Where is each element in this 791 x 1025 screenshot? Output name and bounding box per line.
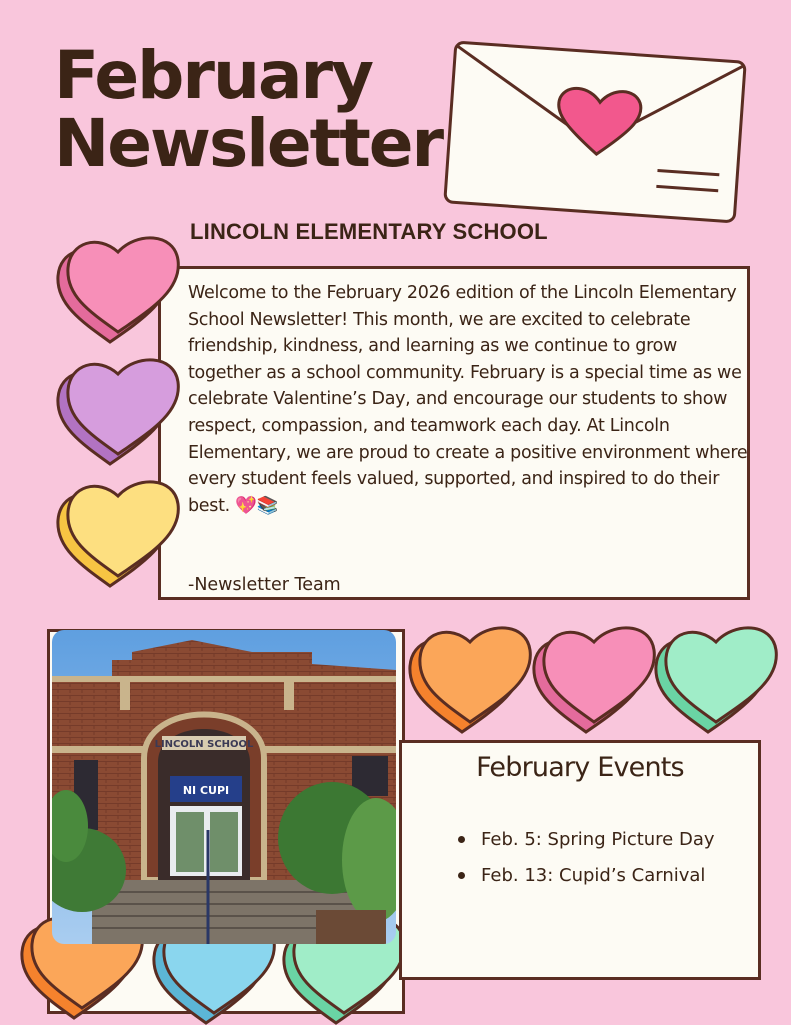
event-item: Feb. 13: Cupid’s Carnival [455, 858, 715, 894]
events-title: February Events [476, 752, 684, 783]
candy-heart-purple-icon [52, 346, 182, 471]
candy-heart-pink-icon [528, 614, 658, 739]
welcome-message: Welcome to the February 2026 edition of the Lincoln Elementary School Newsletter! This month, we are excited to celebrate friendship, kindness, and learning as we continue to grow together as a school community. February is a special time as we celebrate Valentine’s Day, and encourage our students to show respect, compassion, and teamwork each day. At Lincoln Elementary, we are proud to create a positive environment where every student feels valued, supported, and inspired to do their best. 💖📚 [188, 283, 748, 516]
candy-heart-orange-icon [404, 614, 534, 739]
school-name: LINCOLN ELEMENTARY SCHOOL [190, 219, 548, 244]
banner-text: NI CUPI [182, 784, 230, 797]
candy-heart-pink-icon [52, 224, 182, 349]
signature: -Newsletter Team [188, 575, 341, 595]
candy-heart-mint-icon [650, 614, 780, 739]
event-item: Feb. 5: Spring Picture Day [455, 822, 715, 858]
events-list [455, 822, 715, 894]
candy-heart-yellow-icon [52, 468, 182, 593]
school-sign-text: LINCOLN SCHOOL [154, 739, 254, 750]
newsletter-title: February Newsletter [54, 37, 443, 182]
school-building-photo [52, 630, 396, 944]
envelope-heart-icon [440, 34, 750, 230]
